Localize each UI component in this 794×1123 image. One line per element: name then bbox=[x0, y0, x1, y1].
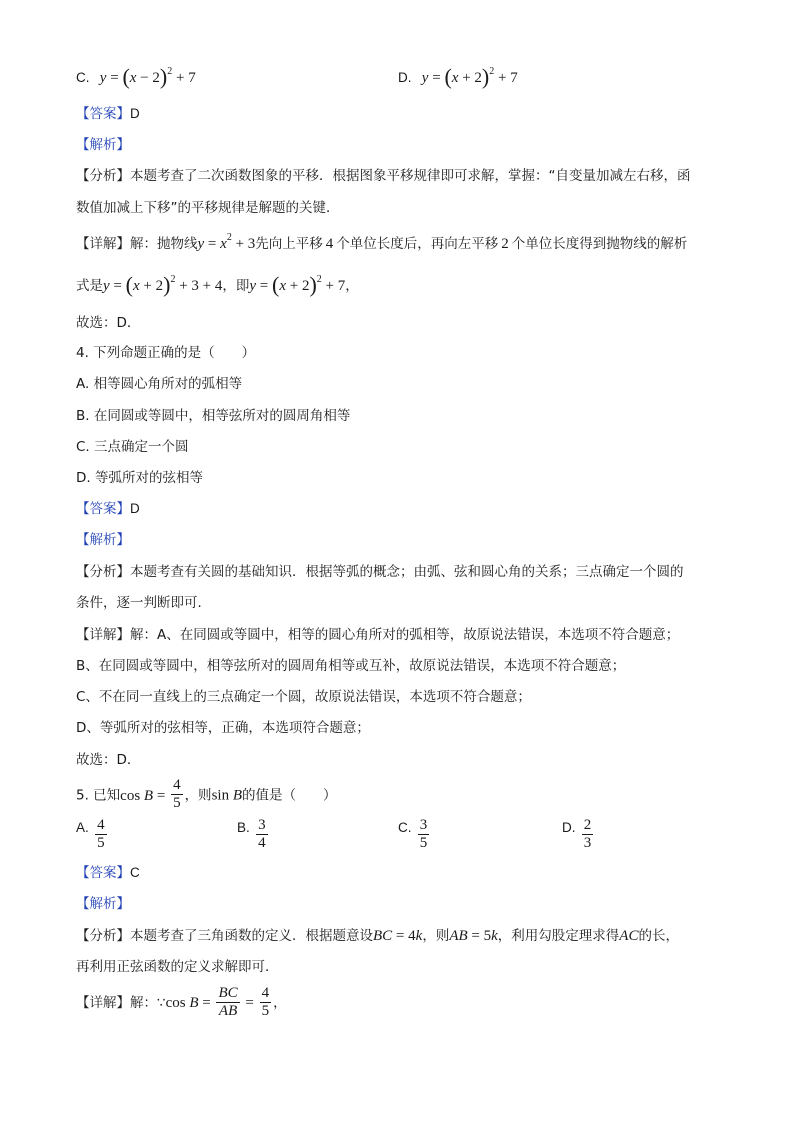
formula-parabola: $y = x^2 + 3$ bbox=[197, 232, 256, 252]
fenxi-text: 的长， bbox=[638, 928, 679, 944]
option-label: B. bbox=[237, 819, 250, 835]
q5-fenxi-line1 bbox=[76, 926, 679, 946]
option-label: C. bbox=[398, 819, 412, 835]
detail-number: 4 bbox=[325, 236, 334, 252]
answer-value: D bbox=[130, 106, 140, 121]
detail-text: 式是 bbox=[76, 278, 103, 294]
q3-option-c-formula: $y = (x - 2)^2 + 7$ bbox=[99, 64, 196, 89]
option-fraction: $\frac{3}{4}$ bbox=[258, 817, 266, 851]
detail-text: 解：∵ bbox=[130, 995, 166, 1011]
q4-stem: 4. 下列命题正确的是（ ） bbox=[76, 345, 256, 361]
q5-fenxi-line2: 再利用正弦函数的定义求解即可． bbox=[76, 959, 279, 975]
q4-fenxi-line1 bbox=[76, 562, 684, 582]
fenxi-tag: 【分析】 bbox=[76, 928, 130, 944]
q3-option-c bbox=[76, 64, 196, 89]
q4-analysis-heading bbox=[76, 530, 130, 550]
q4-detail-line4: D、等弧所对的弦相等，正确，本选项符合题意； bbox=[76, 720, 370, 736]
q3-fenxi-line1 bbox=[76, 166, 691, 186]
fraction-bc-ab: $\frac{BC}{AB}$ bbox=[218, 984, 238, 1019]
fenxi-text: 本题考查有关圆的基础知识．根据等弧的概念；由弧、弦和圆心角的关系；三点确定一个圆的 bbox=[130, 564, 684, 580]
analysis-tag: 【解析】 bbox=[76, 137, 130, 153]
detail-text: ，即 bbox=[222, 278, 250, 294]
q3-conclusion: 故选：D． bbox=[76, 315, 141, 331]
stem-text: ，则 bbox=[184, 787, 212, 804]
q5-option-c bbox=[398, 818, 431, 853]
fenxi-text: 本题考查了二次函数图象的平移．根据图象平移规律即可求解，掌握：“自变量加减左右移，函 bbox=[130, 168, 691, 184]
q4-option-a: A. 相等圆心角所对的弧相等 bbox=[76, 376, 243, 392]
stem-text: 5. 已知 bbox=[76, 787, 121, 804]
formula-cos-ratio: cos B = $\frac{BC}{AB}$ = $\frac{4}{5}$ bbox=[165, 984, 270, 1019]
detail-tag: 【详解】 bbox=[76, 995, 130, 1011]
fenxi-text: ，则 bbox=[422, 928, 450, 944]
option-fraction: $\frac{3}{5}$ bbox=[419, 817, 428, 851]
q3-detail-line2 bbox=[76, 272, 359, 297]
detail-text: 先向上平移 bbox=[255, 236, 323, 252]
answer-tag: 【答案】 bbox=[76, 106, 130, 122]
q3-detail-line1 bbox=[76, 234, 687, 254]
q3-fenxi-line2: 数值加减上下移”的平移规律是解题的关键． bbox=[76, 200, 340, 216]
fenxi-tag: 【分析】 bbox=[76, 564, 130, 580]
formula-shifted: $y = (x + 2)^2 + 3 + 4$ bbox=[103, 272, 223, 297]
detail-text: 解：抛物线 bbox=[130, 236, 198, 252]
fraction-4-5: $\frac{4}{5}$ bbox=[261, 984, 270, 1019]
formula-ac: AC bbox=[619, 928, 639, 944]
q3-answer bbox=[76, 104, 140, 124]
answer-value: C bbox=[130, 865, 140, 880]
fraction-4-5: $\frac{4}{5}$ bbox=[173, 777, 181, 811]
option-label: D. bbox=[562, 819, 576, 835]
q4-option-b: B. 在同圆或等圆中，相等弦所对的圆周角相等 bbox=[76, 408, 351, 424]
q3-option-d bbox=[398, 64, 518, 89]
answer-value: D bbox=[130, 501, 140, 516]
q3-option-d-formula: $y = (x + 2)^2 + 7$ bbox=[421, 64, 518, 89]
q4-fenxi-line2: 条件，逐一判断即可． bbox=[76, 595, 211, 611]
fenxi-tag: 【分析】 bbox=[76, 168, 130, 184]
detail-text: 个单位长度后，再向左平移 bbox=[336, 236, 499, 252]
q5-option-d bbox=[562, 818, 595, 853]
q4-conclusion: 故选：D． bbox=[76, 752, 141, 768]
analysis-tag: 【解析】 bbox=[76, 896, 130, 912]
detail-text: 解：A、在同圆或等圆中，相等的圆心角所对的弧相等，故原说法错误，本选项不符合题意； bbox=[130, 627, 680, 643]
analysis-tag: 【解析】 bbox=[76, 532, 130, 548]
q4-option-d: D. 等弧所对的弦相等 bbox=[76, 470, 203, 486]
q5-answer bbox=[76, 863, 140, 883]
detail-text: ， bbox=[345, 278, 359, 294]
detail-text: ， bbox=[273, 995, 287, 1011]
formula-cosB: cos B = $\frac{4}{5}$ bbox=[120, 777, 181, 811]
detail-text: 个单位长度得到抛物线的解析 bbox=[511, 236, 688, 252]
option-label: A. bbox=[76, 819, 89, 835]
q4-option-c: C. 三点确定一个圆 bbox=[76, 439, 189, 455]
detail-tag: 【详解】 bbox=[76, 236, 130, 252]
q3-option-d-label: D. bbox=[398, 70, 412, 85]
answer-tag: 【答案】 bbox=[76, 501, 130, 517]
q5-option-b bbox=[237, 818, 270, 853]
fenxi-text: ，利用勾股定理求得 bbox=[497, 928, 620, 944]
q4-detail-line1 bbox=[76, 625, 679, 645]
option-fraction: $\frac{4}{5}$ bbox=[97, 817, 105, 851]
stem-text: 的值是（ ） bbox=[242, 787, 337, 804]
formula-bc: BC = 4k bbox=[373, 928, 423, 944]
formula-ab: AB = 5k bbox=[449, 928, 498, 944]
q4-detail-line3: C、不在同一直线上的三点确定一个圆，故原说法错误，本选项不符合题意； bbox=[76, 689, 531, 705]
q3-option-c-label: C. bbox=[76, 70, 90, 85]
option-fraction: $\frac{2}{3}$ bbox=[583, 817, 592, 851]
q5-detail-line1 bbox=[76, 985, 287, 1021]
answer-tag: 【答案】 bbox=[76, 865, 130, 881]
q5-stem bbox=[76, 778, 337, 813]
q3-analysis-heading bbox=[76, 135, 130, 155]
detail-tag: 【详解】 bbox=[76, 627, 130, 643]
detail-number: 2 bbox=[501, 236, 509, 252]
formula-sinB: sin B bbox=[211, 787, 242, 804]
q5-option-a bbox=[76, 818, 109, 853]
q4-detail-line2: B、在同圆或等圆中，相等弦所对的圆周角相等或互补，故原说法错误，本选项不符合题意； bbox=[76, 658, 626, 674]
q4-answer bbox=[76, 499, 140, 519]
formula-result: $y = (x + 2)^2 + 7$ bbox=[249, 272, 346, 297]
q5-analysis-heading bbox=[76, 894, 130, 914]
fenxi-text: 本题考查了三角函数的定义．根据题意设 bbox=[130, 928, 373, 944]
